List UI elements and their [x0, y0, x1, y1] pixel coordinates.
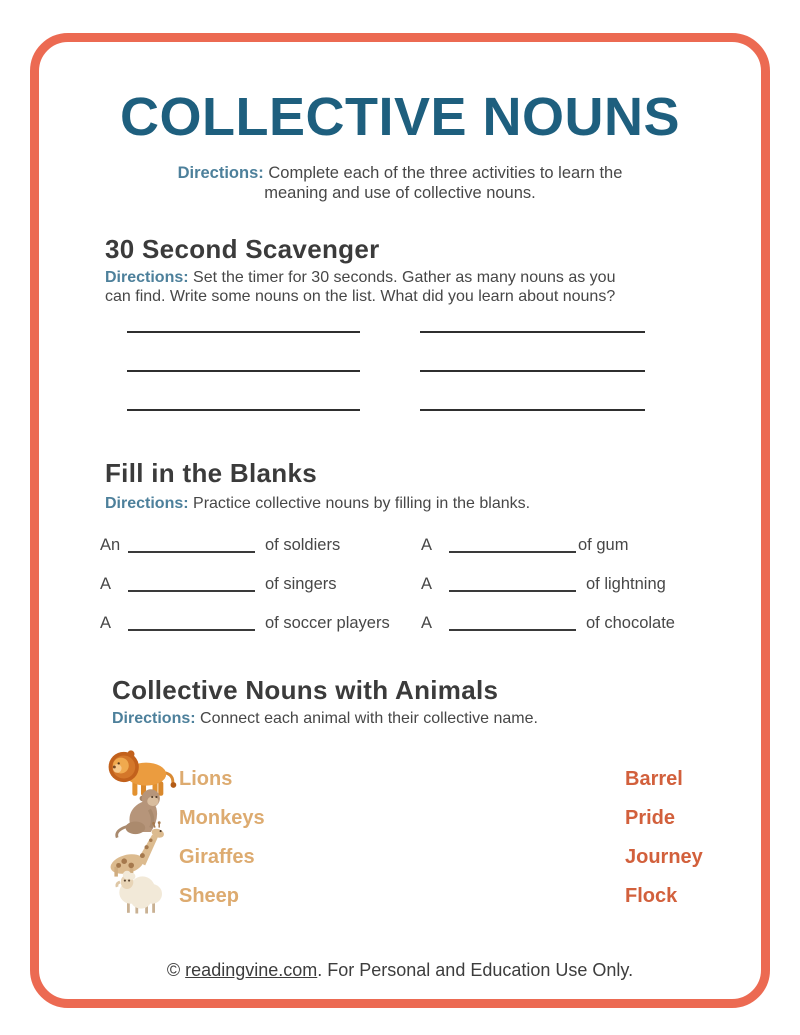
- write-line: [127, 331, 360, 333]
- scavenger-heading: 30 Second Scavenger: [105, 234, 380, 264]
- animal-label: Lions: [179, 768, 233, 790]
- article-text: An: [100, 536, 121, 554]
- fill-blank-row: [100, 526, 720, 565]
- animal-label: Sheep: [179, 885, 240, 907]
- fill-blanks-heading: Fill in the Blanks: [105, 458, 317, 488]
- fill-blank-item: [421, 536, 628, 555]
- scavenger-directions: [105, 268, 615, 306]
- directions-label: Directions:: [105, 495, 189, 512]
- collective-name: Flock: [625, 885, 678, 907]
- phrase-text: of soccer players: [265, 614, 390, 632]
- collective-name: Barrel: [625, 768, 683, 790]
- phrase-text: of singers: [265, 575, 337, 593]
- animals-heading: Collective Nouns with Animals: [112, 675, 499, 705]
- fill-blank-item: [421, 614, 675, 633]
- phrase-text: of lightning: [586, 575, 666, 593]
- fill-blanks-directions-text: Practice collective nouns by filling in the blanks.: [193, 495, 531, 512]
- animals-directions-text: Connect each animal with their collective name.: [200, 710, 538, 727]
- answer-blank: [128, 617, 255, 631]
- phrase-text: of soldiers: [265, 536, 341, 554]
- phrase-text: of chocolate: [586, 614, 675, 632]
- animal-label: Monkeys: [179, 807, 265, 829]
- directions-label: Directions:: [112, 710, 196, 727]
- fill-blank-item: [421, 575, 666, 594]
- page-title: COLLECTIVE NOUNS: [119, 87, 681, 147]
- write-line: [127, 370, 360, 372]
- animals-directions: [112, 709, 538, 728]
- article-text: A: [421, 536, 433, 554]
- article-text: A: [421, 614, 433, 632]
- directions-label: Directions:: [177, 164, 264, 182]
- write-line: [420, 370, 645, 372]
- answer-blank: [128, 539, 255, 553]
- directions-label: Directions:: [105, 269, 189, 286]
- scavenger-directions-line2: can find. Write some nouns on the list. What did you learn about nouns?: [105, 288, 616, 305]
- write-line: [420, 409, 645, 411]
- animal-match-row: [105, 799, 715, 838]
- animal-match-row: [105, 838, 715, 877]
- animal-match-row: [105, 877, 715, 916]
- fill-blank-row: [100, 604, 720, 643]
- animal-label: Giraffes: [179, 846, 255, 868]
- article-text: A: [100, 614, 112, 632]
- animal-match-row: [105, 760, 715, 799]
- copyright-prefix: ©: [166, 960, 186, 980]
- answer-blank: [449, 539, 576, 553]
- sheep-image: [105, 861, 177, 917]
- fill-blanks-rows: [100, 526, 720, 643]
- article-text: A: [421, 575, 433, 593]
- animal-matching-list: [105, 760, 715, 916]
- fill-blank-item: [100, 614, 421, 633]
- phrase-text: of gum: [578, 536, 629, 554]
- collective-name: Journey: [625, 846, 703, 868]
- answer-blank: [128, 578, 255, 592]
- write-line: [127, 409, 360, 411]
- article-text: A: [100, 575, 112, 593]
- main-directions: [120, 163, 680, 203]
- write-line: [420, 331, 645, 333]
- answer-blank: [449, 578, 576, 592]
- footer-copyright: [0, 960, 800, 981]
- main-directions-line1: Complete each of the three activities to learn the: [268, 164, 623, 182]
- answer-blank: [449, 617, 576, 631]
- fill-blank-row: [100, 565, 720, 604]
- readingvine-link[interactable]: readingvine.com: [185, 960, 318, 980]
- copyright-suffix: . For Personal and Education Use Only.: [317, 960, 634, 980]
- fill-blank-item: [100, 575, 421, 594]
- main-directions-line2: meaning and use of collective nouns.: [264, 184, 536, 202]
- scavenger-directions-line1: Set the timer for 30 seconds. Gather as many nouns as you: [193, 269, 616, 286]
- fill-blank-item: [100, 536, 421, 555]
- collective-name: Pride: [625, 807, 676, 829]
- fill-blanks-directions: [105, 494, 530, 513]
